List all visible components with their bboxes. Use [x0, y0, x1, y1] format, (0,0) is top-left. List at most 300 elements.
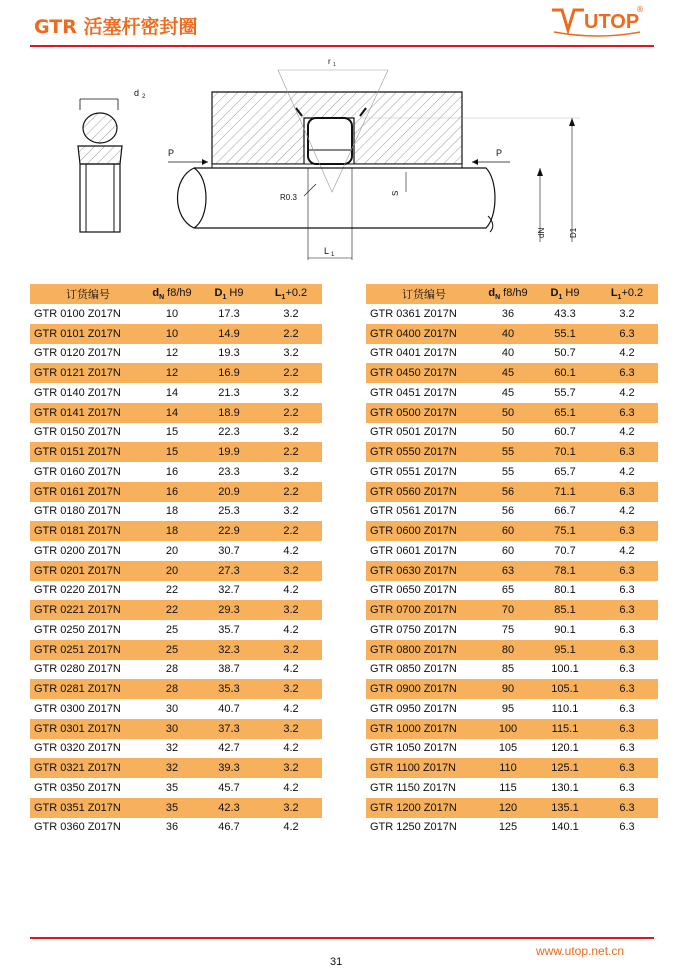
- cell-l1: 6.3: [619, 821, 635, 834]
- label-l1: L: [324, 246, 330, 256]
- cell-dn: 36: [165, 821, 179, 834]
- cell-d1: 45.7: [218, 781, 240, 794]
- cell-order-no: GTR 0150 Z017N: [34, 426, 121, 439]
- cell-order-no: GTR 0630 Z017N: [370, 564, 457, 577]
- cell-order-no: GTR 0161 Z017N: [34, 485, 121, 498]
- header-order-no: 订货编号: [402, 289, 446, 301]
- cell-l1: 6.3: [619, 604, 635, 617]
- cell-l1: 4.2: [619, 465, 635, 478]
- cell-l1: 4.2: [619, 386, 635, 399]
- cell-d1: 25.3: [218, 505, 240, 518]
- cell-d1: 32.3: [218, 643, 240, 656]
- cell-order-no: GTR 0100 Z017N: [34, 307, 121, 320]
- cell-l1: 4.2: [619, 347, 635, 360]
- cell-order-no: GTR 0320 Z017N: [34, 742, 121, 755]
- footer-rule: [30, 937, 654, 939]
- cell-order-no: GTR 0501 Z017N: [370, 426, 457, 439]
- cell-l1: 6.3: [619, 564, 635, 577]
- cell-l1: 4.2: [283, 821, 299, 834]
- cell-order-no: GTR 0321 Z017N: [34, 762, 121, 775]
- table-row: [30, 403, 322, 423]
- cell-d1: 85.1: [554, 604, 576, 617]
- table-row: [30, 442, 322, 462]
- cell-order-no: GTR 0300 Z017N: [34, 702, 121, 715]
- table-row: [366, 521, 658, 541]
- cell-l1: 6.3: [619, 485, 635, 498]
- cell-d1: 66.7: [554, 505, 576, 518]
- table-row: [30, 640, 322, 660]
- cell-d1: 37.3: [218, 722, 240, 735]
- label-d1: D1: [569, 227, 578, 238]
- cell-d1: 43.3: [554, 307, 576, 320]
- table-row: [30, 462, 322, 482]
- cell-order-no: GTR 0451 Z017N: [370, 386, 457, 399]
- cell-order-no: GTR 0400 Z017N: [370, 327, 457, 340]
- cell-order-no: GTR 0101 Z017N: [34, 327, 121, 340]
- cell-order-no: GTR 1100 Z017N: [370, 762, 457, 775]
- cell-dn: 55: [501, 465, 515, 478]
- cell-order-no: GTR 0281 Z017N: [34, 683, 121, 696]
- cell-order-no: GTR 0121 Z017N: [34, 367, 121, 380]
- cell-dn: 32: [165, 762, 179, 775]
- cell-l1: 4.2: [283, 584, 299, 597]
- cell-dn: 90: [501, 683, 515, 696]
- table-row: [30, 304, 322, 324]
- cell-l1: 3.2: [283, 465, 299, 478]
- cell-l1: 2.2: [283, 446, 299, 459]
- table-row: [30, 423, 322, 443]
- cell-order-no: GTR 0181 Z017N: [34, 525, 121, 538]
- table-row: [30, 699, 322, 719]
- cell-order-no: GTR 0650 Z017N: [370, 584, 457, 597]
- cell-dn: 50: [501, 426, 515, 439]
- table-row: [366, 324, 658, 344]
- cell-l1: 4.2: [283, 663, 299, 676]
- cell-d1: 30.7: [218, 544, 240, 557]
- table-header: [366, 284, 658, 304]
- cell-l1: 6.3: [619, 623, 635, 636]
- header-dn: $d_N$ f8/h9: [488, 286, 528, 302]
- cell-d1: 115.1: [551, 722, 579, 735]
- cell-d1: 18.9: [218, 406, 240, 419]
- label-d2-sub: 2: [142, 94, 146, 100]
- table-row: [30, 660, 322, 680]
- cell-d1: 35.3: [218, 683, 240, 696]
- cell-d1: 78.1: [554, 564, 576, 577]
- label-l1-sub: 1: [331, 252, 335, 258]
- cell-order-no: GTR 0280 Z017N: [34, 663, 121, 676]
- table-row: [30, 798, 322, 818]
- table-header: [30, 284, 322, 304]
- cell-order-no: GTR 0560 Z017N: [370, 485, 457, 498]
- registered-mark: ®: [636, 5, 644, 14]
- table-row: [366, 640, 658, 660]
- table-row: [366, 423, 658, 443]
- cell-d1: 38.7: [218, 663, 240, 676]
- cell-dn: 85: [501, 663, 515, 676]
- cell-d1: 42.7: [218, 742, 240, 755]
- table-row: [366, 758, 658, 778]
- cell-dn: 100: [498, 722, 518, 735]
- cell-dn: 120: [498, 801, 518, 814]
- cell-l1: 4.2: [619, 544, 635, 557]
- cell-order-no: GTR 0151 Z017N: [34, 446, 121, 459]
- table-row: [30, 561, 322, 581]
- cell-d1: 46.7: [218, 821, 240, 834]
- header-l1: $L_1+0.2$: [274, 286, 308, 302]
- table-row: [30, 482, 322, 502]
- cell-dn: 115: [499, 781, 517, 794]
- cell-order-no: GTR 0141 Z017N: [34, 406, 121, 419]
- cell-d1: 60.7: [554, 426, 576, 439]
- seal-profile-icon: [78, 99, 122, 232]
- header-d1: $D_1$ H9: [214, 286, 244, 302]
- table-row: [366, 600, 658, 620]
- cell-order-no: GTR 0900 Z017N: [370, 683, 457, 696]
- cell-dn: 30: [165, 702, 179, 715]
- cell-l1: 6.3: [619, 584, 635, 597]
- cell-order-no: GTR 0351 Z017N: [34, 801, 121, 814]
- cell-order-no: GTR 0120 Z017N: [34, 347, 121, 360]
- cell-l1: 2.2: [283, 367, 299, 380]
- table-row: [366, 502, 658, 522]
- table-body: [30, 304, 322, 837]
- cell-order-no: GTR 0850 Z017N: [370, 663, 457, 676]
- cell-dn: 12: [165, 347, 179, 360]
- website-link[interactable]: www.utop.net.cn: [536, 944, 625, 958]
- cell-order-no: GTR 1050 Z017N: [370, 742, 457, 755]
- cell-d1: 40.7: [218, 702, 240, 715]
- header-dn: $d_N$ f8/h9: [152, 286, 192, 302]
- logo-text: UTOP: [584, 11, 640, 33]
- cell-dn: 25: [165, 623, 179, 636]
- cell-l1: 4.2: [283, 623, 299, 636]
- cell-order-no: GTR 0360 Z017N: [34, 821, 121, 834]
- cell-l1: 4.2: [619, 426, 635, 439]
- utop-logo: [548, 4, 646, 38]
- cell-l1: 6.3: [619, 327, 635, 340]
- cell-order-no: GTR 0550 Z017N: [370, 446, 457, 459]
- table-row: [366, 541, 658, 561]
- table-row: [30, 541, 322, 561]
- cell-d1: 65.1: [554, 406, 576, 419]
- cell-dn: 20: [165, 544, 179, 557]
- cell-dn: 50: [501, 406, 515, 419]
- cell-d1: 71.1: [554, 485, 576, 498]
- cell-l1: 3.2: [283, 643, 299, 656]
- cell-order-no: GTR 0700 Z017N: [370, 604, 457, 617]
- cell-d1: 125.1: [551, 762, 579, 775]
- cell-l1: 4.2: [283, 544, 299, 557]
- cell-d1: 17.3: [218, 307, 240, 320]
- cell-l1: 6.3: [619, 643, 635, 656]
- cell-order-no: GTR 1000 Z017N: [370, 722, 457, 735]
- cell-d1: 95.1: [554, 643, 576, 656]
- cell-d1: 90.1: [554, 623, 576, 636]
- cell-dn: 10: [165, 327, 179, 340]
- cell-l1: 4.2: [283, 702, 299, 715]
- table-body: [366, 304, 658, 837]
- cell-l1: 6.3: [619, 367, 635, 380]
- cell-order-no: GTR 0200 Z017N: [34, 544, 121, 557]
- cell-d1: 19.9: [218, 446, 240, 459]
- cell-d1: 70.1: [554, 446, 576, 459]
- page-number: 31: [330, 956, 343, 968]
- cell-dn: 65: [501, 584, 515, 597]
- cell-d1: 29.3: [218, 604, 240, 617]
- table-row: [30, 679, 322, 699]
- cell-order-no: GTR 0551 Z017N: [370, 465, 457, 478]
- table-row: [366, 462, 658, 482]
- size-table-left: [30, 284, 322, 837]
- cell-l1: 6.3: [619, 663, 635, 676]
- cell-d1: 39.3: [218, 762, 240, 775]
- cell-l1: 3.2: [283, 801, 299, 814]
- cell-dn: 63: [501, 564, 515, 577]
- cell-l1: 3.2: [283, 426, 299, 439]
- cell-d1: 110.1: [551, 702, 579, 715]
- cell-dn: 55: [501, 446, 515, 459]
- table-row: [30, 521, 322, 541]
- table-row: [366, 620, 658, 640]
- cell-order-no: GTR 0180 Z017N: [34, 505, 121, 518]
- cell-l1: 3.2: [283, 722, 299, 735]
- table-row: [30, 600, 322, 620]
- cell-l1: 4.2: [283, 742, 299, 755]
- cell-order-no: GTR 0201 Z017N: [34, 564, 121, 577]
- cell-dn: 95: [501, 702, 515, 715]
- cell-l1: 4.2: [619, 505, 635, 518]
- cell-l1: 6.3: [619, 742, 635, 755]
- size-table-right: [366, 284, 658, 837]
- cell-l1: 3.2: [283, 683, 299, 696]
- table-row: [30, 758, 322, 778]
- cell-dn: 110: [499, 762, 517, 775]
- cell-order-no: GTR 1250 Z017N: [370, 821, 457, 834]
- cell-dn: 40: [501, 327, 515, 340]
- cell-d1: 65.7: [554, 465, 576, 478]
- table-row: [30, 502, 322, 522]
- piston-rod-icon: [178, 168, 496, 232]
- cell-l1: 4.2: [283, 781, 299, 794]
- header-rule: [30, 45, 654, 47]
- table-row: [366, 660, 658, 680]
- cell-d1: 21.3: [218, 386, 240, 399]
- table-row: [30, 383, 322, 403]
- cell-l1: 6.3: [619, 702, 635, 715]
- table-row: [366, 482, 658, 502]
- cell-d1: 100.1: [551, 663, 579, 676]
- table-row: [30, 739, 322, 759]
- cell-dn: 35: [165, 801, 179, 814]
- table-row: [30, 719, 322, 739]
- cell-dn: 15: [165, 446, 179, 459]
- cell-order-no: GTR 0950 Z017N: [370, 702, 457, 715]
- cell-l1: 3.2: [283, 604, 299, 617]
- table-row: [366, 304, 658, 324]
- cell-l1: 6.3: [619, 762, 635, 775]
- cell-order-no: GTR 0221 Z017N: [34, 604, 121, 617]
- cell-l1: 3.2: [283, 762, 299, 775]
- cell-d1: 140.1: [551, 821, 579, 834]
- cell-d1: 23.3: [218, 465, 240, 478]
- cell-dn: 45: [501, 386, 515, 399]
- cell-l1: 2.2: [283, 485, 299, 498]
- cell-dn: 12: [165, 367, 179, 380]
- cell-dn: 56: [501, 505, 515, 518]
- table-row: [366, 383, 658, 403]
- cell-l1: 6.3: [619, 781, 635, 794]
- cell-dn: 16: [165, 485, 179, 498]
- table-row: [366, 719, 658, 739]
- cell-dn: 40: [501, 347, 515, 360]
- cell-dn: 20: [165, 564, 179, 577]
- cell-dn: 14: [165, 386, 179, 399]
- cell-order-no: GTR 1200 Z017N: [370, 801, 457, 814]
- cell-order-no: GTR 0220 Z017N: [34, 584, 121, 597]
- header-d1: $D_1$ H9: [550, 286, 580, 302]
- cell-order-no: GTR 0450 Z017N: [370, 367, 457, 380]
- table-row: [366, 363, 658, 383]
- cell-dn: 60: [501, 544, 515, 557]
- cell-d1: 55.1: [554, 327, 576, 340]
- cell-dn: 32: [165, 742, 179, 755]
- cell-order-no: GTR 0251 Z017N: [34, 643, 121, 656]
- cell-d1: 32.7: [218, 584, 240, 597]
- table-row: [366, 561, 658, 581]
- table-row: [366, 442, 658, 462]
- table-row: [366, 581, 658, 601]
- table-row: [30, 778, 322, 798]
- seal-in-groove-icon: [308, 118, 352, 164]
- cell-order-no: GTR 0600 Z017N: [370, 525, 457, 538]
- cell-dn: 45: [501, 367, 515, 380]
- cell-order-no: GTR 0561 Z017N: [370, 505, 457, 518]
- cell-l1: 6.3: [619, 801, 635, 814]
- cell-dn: 36: [501, 307, 515, 320]
- page-title: GTR 活塞杆密封圈: [34, 16, 198, 38]
- cell-d1: 135.1: [551, 801, 579, 814]
- cell-dn: 28: [165, 663, 179, 676]
- cell-l1: 2.2: [283, 327, 299, 340]
- cell-d1: 55.7: [554, 386, 576, 399]
- cell-order-no: GTR 0401 Z017N: [370, 347, 457, 360]
- cell-order-no: GTR 0500 Z017N: [370, 406, 457, 419]
- label-p-left: P: [168, 148, 175, 158]
- label-p-right: P: [496, 148, 503, 158]
- label-r03: R0.3: [280, 193, 297, 202]
- cell-order-no: GTR 0140 Z017N: [34, 386, 121, 399]
- cell-order-no: GTR 0800 Z017N: [370, 643, 457, 656]
- cell-dn: 18: [165, 505, 179, 518]
- cell-order-no: GTR 1150 Z017N: [370, 781, 457, 794]
- cell-d1: 50.7: [554, 347, 576, 360]
- table-row: [366, 798, 658, 818]
- cell-d1: 120.1: [551, 742, 579, 755]
- cell-l1: 3.2: [283, 347, 299, 360]
- table-row: [366, 739, 658, 759]
- cell-order-no: GTR 0750 Z017N: [370, 623, 457, 636]
- cell-l1: 2.2: [283, 525, 299, 538]
- cell-dn: 30: [165, 722, 179, 735]
- cell-d1: 14.9: [218, 327, 240, 340]
- cell-d1: 35.7: [218, 623, 240, 636]
- cell-dn: 14: [165, 406, 179, 419]
- header-order-no: 订货编号: [66, 289, 110, 301]
- cell-order-no: GTR 0301 Z017N: [34, 722, 121, 735]
- cell-dn: 15: [165, 426, 179, 439]
- cell-l1: 6.3: [619, 406, 635, 419]
- cell-dn: 22: [165, 584, 179, 597]
- cell-order-no: GTR 0160 Z017N: [34, 465, 121, 478]
- cell-dn: 75: [501, 623, 515, 636]
- cell-dn: 18: [165, 525, 179, 538]
- cell-order-no: GTR 0250 Z017N: [34, 623, 121, 636]
- table-row: [30, 581, 322, 601]
- label-s: S: [391, 190, 400, 196]
- table-row: [366, 818, 658, 838]
- cell-dn: 125: [498, 821, 518, 834]
- table-row: [30, 818, 322, 838]
- table-row: [30, 324, 322, 344]
- cell-l1: 2.2: [283, 406, 299, 419]
- cell-l1: 6.3: [619, 683, 635, 696]
- cell-dn: 70: [501, 604, 515, 617]
- cell-d1: 27.3: [218, 564, 240, 577]
- table-row: [366, 778, 658, 798]
- cell-l1: 3.2: [283, 386, 299, 399]
- cell-d1: 42.3: [218, 801, 240, 814]
- header-l1: $L_1+0.2$: [610, 286, 644, 302]
- cell-d1: 22.3: [218, 426, 240, 439]
- cell-l1: 3.2: [619, 307, 635, 320]
- cell-l1: 6.3: [619, 446, 635, 459]
- cell-dn: 16: [165, 465, 179, 478]
- cell-d1: 20.9: [218, 485, 240, 498]
- cell-order-no: GTR 0361 Z017N: [370, 307, 457, 320]
- table-row: [366, 699, 658, 719]
- cell-l1: 6.3: [619, 722, 635, 735]
- cell-d1: 19.3: [218, 347, 240, 360]
- cell-d1: 75.1: [554, 525, 576, 538]
- cell-d1: 22.9: [218, 525, 240, 538]
- cell-dn: 25: [165, 643, 179, 656]
- table-row: [366, 403, 658, 423]
- cell-dn: 105: [498, 742, 518, 755]
- cell-dn: 28: [165, 683, 179, 696]
- cell-l1: 3.2: [283, 505, 299, 518]
- cell-d1: 80.1: [554, 584, 576, 597]
- seal-cross-section-diagram: [60, 52, 620, 267]
- cell-order-no: GTR 0350 Z017N: [34, 781, 121, 794]
- cell-l1: 3.2: [283, 307, 299, 320]
- label-dn: dN: [537, 227, 546, 238]
- table-row: [30, 344, 322, 364]
- cell-dn: 80: [501, 643, 515, 656]
- cell-d1: 105.1: [551, 683, 579, 696]
- label-r1: r: [328, 57, 331, 66]
- table-row: [366, 344, 658, 364]
- table-row: [30, 363, 322, 383]
- cell-dn: 56: [501, 485, 515, 498]
- cell-dn: 22: [165, 604, 179, 617]
- cell-d1: 60.1: [554, 367, 576, 380]
- cell-order-no: GTR 0601 Z017N: [370, 544, 457, 557]
- cell-dn: 10: [165, 307, 179, 320]
- cell-d1: 130.1: [551, 781, 579, 794]
- cell-l1: 3.2: [283, 564, 299, 577]
- cell-l1: 6.3: [619, 525, 635, 538]
